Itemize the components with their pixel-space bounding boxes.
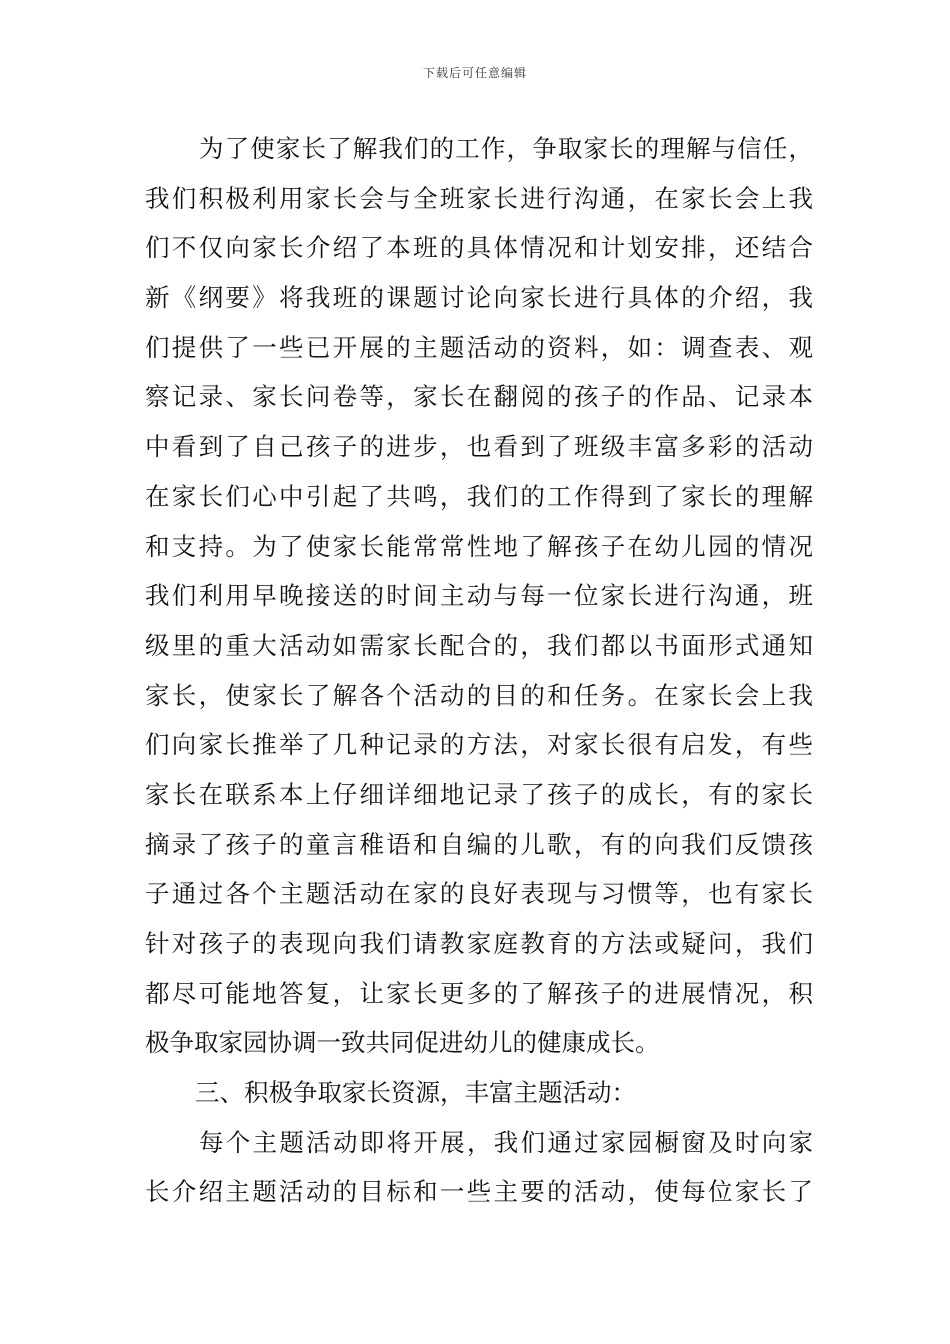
paragraph-line: 在家长们心中引起了共鸣，我们的工作得到了家长的理解 bbox=[145, 481, 813, 511]
paragraph-line: 们向家长推举了几种记录的方法，对家长很有启发，有些 bbox=[145, 730, 813, 760]
paragraph-line: 我们利用早晚接送的时间主动与每一位家长进行沟通，班 bbox=[145, 581, 813, 611]
paragraph-line: 们不仅向家长介绍了本班的具体情况和计划安排，还结合 bbox=[145, 233, 813, 263]
paragraph-line: 针对孩子的表现向我们请教家庭教育的方法或疑问，我们 bbox=[145, 929, 813, 958]
paragraph-line: 家长在联系本上仔细详细地记录了孩子的成长，有的家长 bbox=[145, 779, 813, 809]
paragraph-line: 察记录、家长问卷等，家长在翻阅的孩子的作品、记录本 bbox=[145, 382, 813, 412]
section-heading: 三、积极争取家长资源，丰富主题活动： bbox=[195, 1078, 636, 1108]
paragraph-line: 我们积极利用家长会与全班家长进行沟通，在家长会上我 bbox=[145, 183, 813, 213]
paragraph-line: 摘录了孩子的童言稚语和自编的儿歌，有的向我们反馈孩 bbox=[145, 829, 813, 859]
paragraph-line: 新《纲要》将我班的课题讨论向家长进行具体的介绍，我 bbox=[145, 283, 813, 313]
paragraph-line: 们提供了一些已开展的主题活动的资料，如：调查表、观 bbox=[145, 332, 813, 362]
document-body bbox=[145, 124, 813, 1217]
paragraph-line: 每个主题活动即将开展，我们通过家园橱窗及时向家 bbox=[199, 1127, 813, 1157]
paragraph-line: 都尽可能地答复，让家长更多的了解孩子的进展情况，积 bbox=[145, 978, 813, 1008]
paragraph-line: 子通过各个主题活动在家的良好表现与习惯等，也有家长 bbox=[145, 879, 813, 909]
paragraph-line: 为了使家长了解我们的工作，争取家长的理解与信任， bbox=[199, 134, 813, 163]
page-header: 下载后可任意编辑 bbox=[422, 66, 527, 80]
paragraph-line: 家长，使家长了解各个活动的目的和任务。在家长会上我 bbox=[145, 680, 813, 710]
paragraph-line: 中看到了自己孩子的进步，也看到了班级丰富多彩的活动 bbox=[145, 432, 813, 462]
paragraph-line: 和支持。为了使家长能常常性地了解孩子在幼儿园的情况 bbox=[145, 531, 813, 561]
paragraph-line: 长介绍主题活动的目标和一些主要的活动，使每位家长了 bbox=[145, 1177, 813, 1207]
paragraph-line: 级里的重大活动如需家长配合的，我们都以书面形式通知 bbox=[145, 630, 813, 660]
paragraph-line-last: 极争取家园协调一致共同促进幼儿的健康成长。 bbox=[145, 1028, 660, 1058]
